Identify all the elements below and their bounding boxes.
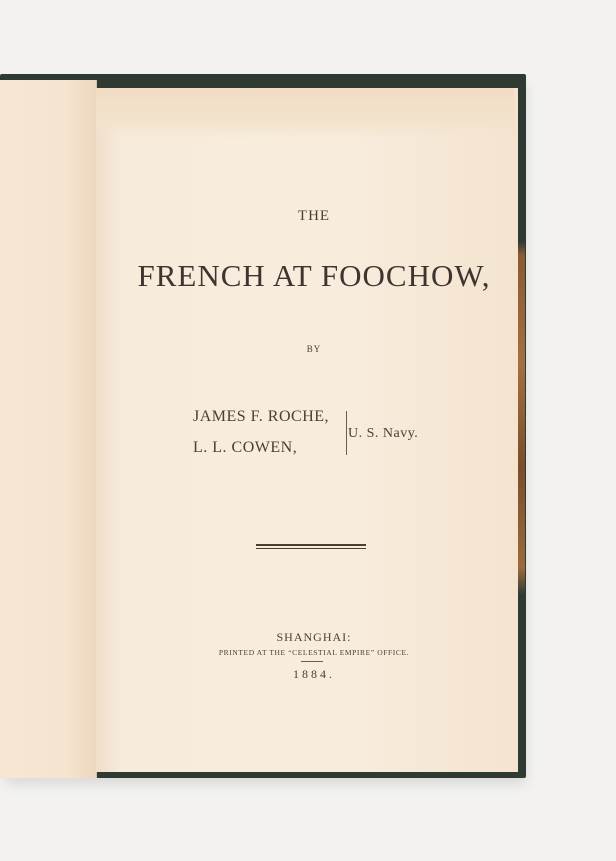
author-2: L. L. COWEN, [193,439,298,456]
left-page [0,80,97,778]
book-title: FRENCH AT FOOCHOW, [137,258,491,293]
title-page-text [96,88,518,772]
author-affiliation: U. S. Navy. [348,426,419,441]
imprint-place: SHANGHAI: [276,630,352,644]
title-article: THE [297,208,331,224]
imprint-year: 1884. [293,667,335,681]
byline: BY [306,344,322,354]
imprint-rule [301,661,323,662]
author-brace [342,411,347,455]
imprint-printer: PRINTED AT THE “CELESTIAL EMPIRE” OFFICE. [218,648,410,657]
double-rule-top [256,544,366,546]
double-rule-bottom [256,548,366,549]
author-1: JAMES F. ROCHE, [193,408,330,425]
